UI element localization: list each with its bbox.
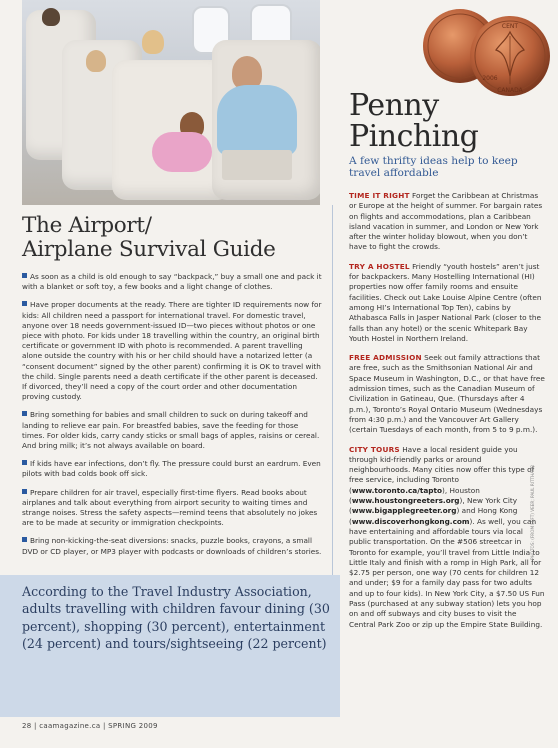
guide-bullet bbox=[22, 459, 322, 479]
passenger-head bbox=[86, 50, 106, 72]
tip-body: ), Houston ( bbox=[349, 485, 480, 506]
guide-bullet-text: If kids have ear infections, don’t fly. The pressure could burst an eardrum. Even pilots with bad colds book off sick. bbox=[22, 459, 321, 479]
bullet-square-icon bbox=[22, 460, 27, 465]
statistic-callout-box bbox=[0, 575, 340, 717]
bullet-square-icon bbox=[22, 273, 27, 278]
guide-bullet bbox=[22, 300, 322, 402]
penny-pinching-column bbox=[349, 90, 545, 639]
houston-link[interactable]: www.houstongreeters.org bbox=[351, 496, 460, 506]
guide-bullet-text: Have proper documents at the ready. There are tighter ID requirements now for kids: All children need a passport for international travel. For domestic travel, anyone over 18 needs government-issued ID—two pieces without photos or one piece with photo. For kids under 18 travelling within the country, an original birth certificate or government ID with photo is recommended. A parent travelling alone outside the country with his or her child should have a notarized letter (a “consent document” signed by the other parent) confirming it is OK to travel with the child. Single parents need a death certificate if the other parent is deceased. If divorced, they’ll need a copy of the court order and other documentation proving custody. bbox=[22, 300, 322, 402]
page-footer bbox=[22, 722, 158, 730]
guide-bullet-text: Bring something for babies and small children to suck on during takeoff and landing to relieve ear pain. For breastfed babies, save the feeding for those times. For older kids, carry candy sticks or small bags of apples, raisins or cereal. And bring milk; it’s not always available on board. bbox=[22, 410, 320, 451]
bullet-square-icon bbox=[22, 537, 27, 542]
issue-date: SPRING 2009 bbox=[108, 722, 158, 730]
survival-guide-title-line2: Airplane Survival Guide bbox=[22, 237, 276, 262]
bullet-square-icon bbox=[22, 489, 27, 494]
coin-cent-text: CENT bbox=[501, 23, 519, 30]
tip-kicker: TRY A HOSTEL bbox=[349, 261, 410, 271]
penny-pinching-headline bbox=[349, 90, 545, 152]
toronto-link[interactable]: www.toronto.ca/tapto bbox=[351, 485, 443, 495]
passenger-head bbox=[142, 30, 164, 54]
hong-kong-link[interactable]: www.discoverhongkong.com bbox=[351, 516, 470, 526]
survival-guide-title-line1: The Airport/ bbox=[22, 213, 152, 238]
coin-country-text: CANADA bbox=[497, 87, 523, 94]
penny-coins-image bbox=[416, 6, 556, 98]
tip-body: Friendly “youth hostels” aren’t just for backpackers. Many Hostelling International (HI) properties now offer family rooms and ensuite facilities. Check out Lake Louise Alpine Centre (often among HI’s International Top Ten), cabins by Athabasca Falls in Jasper National Park (closer to the falls than any hotel) or the scenic Whitepark Bay Youth Hostel in Northern Ireland. bbox=[349, 261, 542, 343]
page-number: 28 bbox=[22, 722, 32, 730]
tip-kicker: CITY TOURS bbox=[349, 444, 400, 454]
magazine-site: caamagazine.ca bbox=[39, 722, 101, 730]
tip-body: ) and Hong Kong ( bbox=[349, 506, 518, 526]
guide-bullet bbox=[22, 536, 322, 556]
guide-bullet-text: As soon as a child is old enough to say “backpack,” buy a small one and pack it with a blanket or soft toy, a few books and a light change of clothes. bbox=[22, 272, 322, 292]
girl-pajamas bbox=[152, 132, 212, 172]
new-york-link[interactable]: www.bigapplegreeter.org bbox=[351, 506, 457, 516]
tray-table bbox=[222, 150, 292, 180]
tip-body: ), New York City ( bbox=[349, 496, 518, 516]
guide-bullet bbox=[22, 272, 322, 292]
guide-bullet bbox=[22, 410, 322, 451]
footer-separator: | bbox=[102, 722, 109, 730]
tip-section-time-it-right bbox=[349, 191, 545, 253]
tip-kicker: FREE ADMISSION bbox=[349, 353, 422, 363]
headline-line2: Pinching bbox=[349, 119, 479, 154]
tip-section-city-tours bbox=[349, 445, 545, 630]
tip-body: ). As well, you can have entertaining and affordable tours via local public transportation. On the #506 streetcar in Toronto for example, you’ll travel from Little India to Little Italy and finish with a romp in High Park, all for $2.75 per person, one way (70 cents for children 12 and under; $9 for a family day pass for two adults and up to four kids). In New York City, a $7.50 US Fun Pass (purchased at any subway station) lets you hop on and off subways and city buses to visit the Central Park Zoo or zip up the Empire State Building. bbox=[349, 516, 545, 629]
headline-line1: Penny bbox=[349, 88, 439, 123]
tip-section-free-admission bbox=[349, 353, 545, 435]
father-shirt bbox=[217, 85, 297, 155]
tip-body: Seek out family attractions that are free, such as the Smithsonian National Air and Space Museum in Washington, D.C., or that have free admission times, such as the Canadian Museum of Civilization in Gatineau, Que. (Thursdays after 4 p.m.), Toronto’s Royal Ontario Museum (Wednesdays from 4:30 p.m.) and the Vancouver Art Gallery (certain Tuesdays of each month, from 5 to 9 p.m.). bbox=[349, 353, 545, 435]
penny-pinching-deck: A few thrifty ideas help to keep travel affordable bbox=[349, 155, 518, 179]
statistic-callout-text: According to the Travel Industry Association, adults travelling with children favour dining (30 percent), shopping (30 percent), entertainment (24 percent) and tours/sightseeing (22 percent) bbox=[22, 584, 330, 651]
footer-separator: | bbox=[34, 722, 40, 730]
bullet-square-icon bbox=[22, 301, 27, 306]
tip-section-try-a-hostel bbox=[349, 262, 545, 344]
photo-credit: PHOTOS: (FROM LEFT) VEER; PAUL RITTHAUR bbox=[530, 464, 535, 560]
guide-bullet-text: Bring non-kicking-the-seat diversions: snacks, puzzle books, crayons, a small DVD or CD player, or MP3 player with podcasts or downloads of children’s stories. bbox=[22, 536, 322, 556]
guide-bullet bbox=[22, 488, 322, 529]
coin-year-text: 2006 bbox=[482, 75, 498, 82]
tip-kicker: TIME IT RIGHT bbox=[349, 191, 410, 200]
tip-body: Forget the Caribbean at Christmas or Europe at the height of summer. For bargain rates on flights and accommodations, plan a Caribbean island vacation in summer, and London or New York after the winter holiday blowout, when you don’t have to fight the crowds. bbox=[349, 191, 543, 252]
passenger-head bbox=[42, 8, 60, 26]
bullet-square-icon bbox=[22, 411, 27, 416]
survival-guide-column bbox=[22, 214, 322, 565]
column-divider bbox=[332, 205, 333, 575]
tip-body: Have a local resident guide you through kid-friendly parks or around neighbourhoods. Many cities now offer this type of free service, including Toronto ( bbox=[349, 444, 535, 495]
survival-guide-title bbox=[22, 214, 322, 262]
airplane-family-photo bbox=[22, 0, 320, 205]
guide-bullet-text: Prepare children for air travel, especially first-time flyers. Read books about airplanes and talk about everything from airport security to waiting times and strange noises. Stress the safety aspects—remind teens that absolutely no jokes are to be made at security or immigration checkpoints. bbox=[22, 487, 318, 528]
